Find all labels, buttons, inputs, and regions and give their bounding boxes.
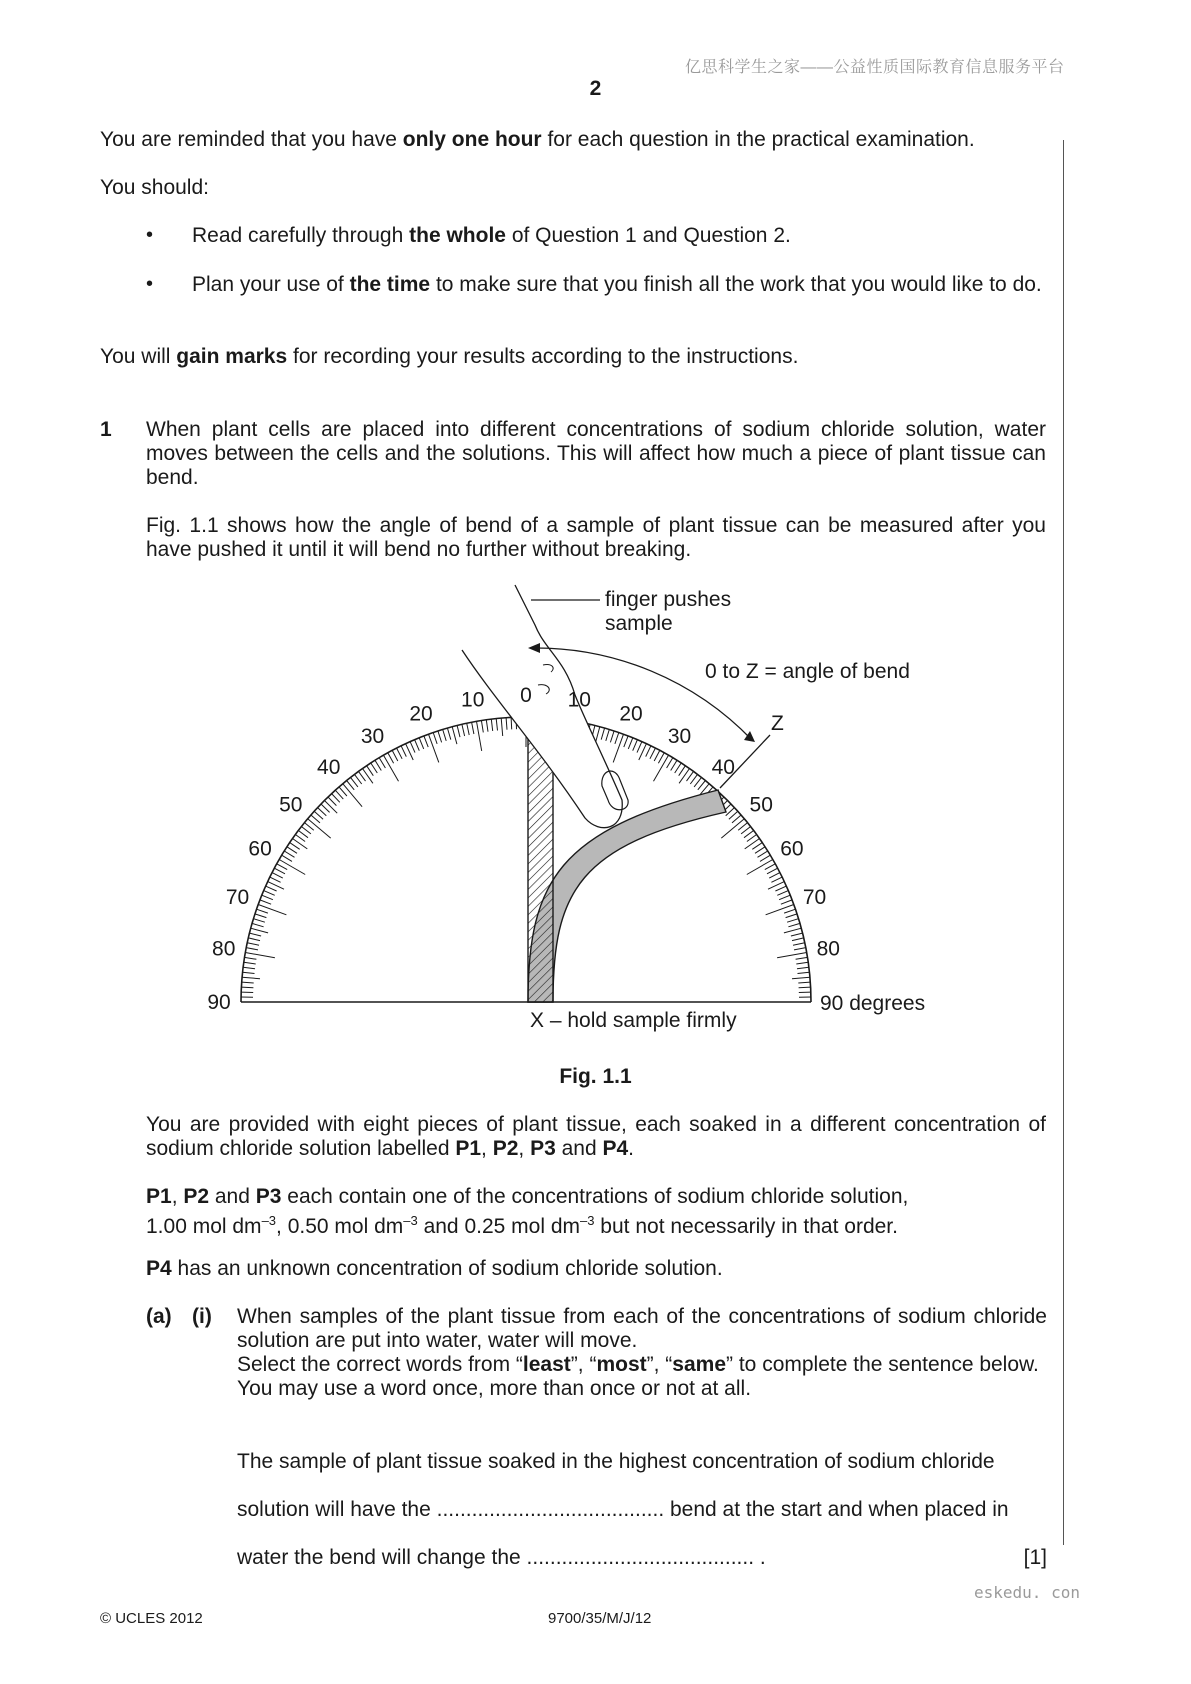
protractor-tick — [242, 982, 254, 983]
protractor-tick — [745, 839, 760, 849]
scale-label-left: 10 — [461, 688, 485, 712]
protractor-tick — [732, 815, 741, 823]
protractor-tick — [633, 740, 638, 751]
protractor-tick — [335, 790, 343, 799]
label-finger-2: sample — [605, 612, 673, 635]
scale-label-right: 10 — [567, 688, 591, 712]
protractor-tick — [305, 823, 314, 831]
scale-label-right: 70 — [802, 886, 827, 909]
protractor-tick — [246, 948, 258, 950]
scale-label-right: 20 — [619, 702, 643, 726]
protractor-tick — [245, 953, 275, 958]
protractor-tick — [794, 948, 806, 950]
watermark-footer: eskedu. con — [974, 1583, 1080, 1602]
protractor-tick — [752, 843, 762, 850]
protractor-tick — [318, 808, 327, 816]
protractor-tick — [264, 891, 275, 896]
protractor-tick — [767, 868, 778, 874]
question-1-text: When plant cells are placed into different concentrations of sodium chloride solution, water moves between the cells and the solutions. This will affect how much a piece of plant tissue can bend. — [146, 418, 1046, 489]
protractor-tick — [258, 905, 286, 915]
protractor-tick — [262, 895, 273, 900]
scale-label-right: 80 — [816, 937, 840, 961]
protractor-tick — [791, 933, 803, 936]
protractor-tick — [257, 909, 268, 913]
protractor-tick — [610, 731, 614, 743]
protractor-tick — [628, 738, 633, 749]
protractor-tick — [738, 823, 747, 831]
protractor-tick — [243, 967, 255, 968]
part-a-text: When samples of the plant tissue from each of the concentrations of sodium chloride solution are put into water, water will move. Select the correct words from “least”, “most”, “same” to complete the sentence below. You may use a word once, more than once or not at all. — [237, 1305, 1047, 1400]
protractor-tick — [613, 734, 623, 762]
protractor-tick — [363, 769, 373, 784]
protractor-tick — [375, 760, 381, 770]
protractor-tick — [424, 736, 428, 747]
protractor-tick — [698, 781, 706, 790]
protractor-tick — [679, 769, 689, 784]
watermark-header: 亿思科学生之家——公益性质国际教育信息服务平台 — [685, 59, 1065, 76]
protractor-tick — [298, 831, 308, 838]
protractor-tick — [624, 736, 628, 747]
label-z: Z — [771, 712, 784, 735]
protractor-tick — [371, 763, 378, 773]
protractor-tick — [355, 774, 362, 784]
label-finger-1: finger pushes — [605, 588, 732, 611]
scale-label-right: 50 — [749, 793, 773, 817]
protractor-tick — [787, 919, 798, 923]
protractor-tick — [491, 719, 492, 731]
protractor-tick — [798, 982, 810, 983]
protractor-tick — [729, 811, 738, 819]
protractor-tick — [367, 766, 374, 776]
fig-intro-text: Fig. 1.1 shows how the angle of bend of a sample of plant tissue can be measured after you have pushed it until it will bend no further without breaking. — [146, 514, 1046, 561]
reminder-text: You are reminded that you have only one hour for each question in the practical examination. — [100, 128, 975, 151]
bent-sample — [528, 790, 726, 1002]
part-a-label: (a) — [146, 1305, 172, 1328]
protractor-tick — [282, 855, 292, 861]
paper-code: 9700/35/M/J/12 — [548, 1610, 652, 1627]
protractor-tick — [784, 909, 795, 913]
protractor-tick — [251, 928, 268, 933]
marks-label: [1] — [1023, 1546, 1047, 1569]
protractor-tick — [290, 843, 300, 850]
protractor-tick — [250, 933, 262, 936]
protractor-tick — [260, 900, 271, 904]
scale-label-right: 40 — [711, 755, 735, 779]
protractor-tick — [694, 777, 701, 787]
protractor-tick — [496, 719, 497, 731]
protractor-tick — [747, 835, 757, 842]
protractor-tick — [601, 728, 604, 740]
arrow-head — [744, 731, 755, 742]
protractor-tick — [650, 748, 656, 759]
protractor-tick — [314, 811, 323, 819]
sentence-line-3[interactable]: water the bend will change the ....................................... . — [237, 1546, 766, 1569]
protractor-tick — [798, 972, 810, 973]
question-number: 1 — [100, 418, 112, 441]
protractor-tick — [415, 740, 420, 751]
protractor-tick — [410, 742, 415, 753]
protractor-tick — [321, 804, 330, 812]
scale-label-left: 80 — [212, 937, 236, 961]
protractor-tick — [481, 721, 483, 733]
protractor-tick — [242, 977, 260, 979]
copyright: © UCLES 2012 — [100, 1610, 203, 1627]
label-angle: 0 to Z = angle of bend — [705, 660, 910, 683]
protractor-tick — [339, 787, 347, 796]
protractor-tick — [274, 868, 285, 874]
protractor-tick — [511, 717, 512, 729]
protractor-tick — [452, 727, 457, 744]
protractor-tick — [272, 873, 283, 879]
protractor-tick — [671, 760, 677, 770]
protractor-tick — [433, 733, 437, 744]
protractor-tick — [744, 831, 754, 838]
protractor-tick — [462, 724, 465, 736]
protractor-tick — [777, 891, 788, 896]
gain-marks-text: You will gain marks for recording your results according to the instructions. — [100, 345, 799, 368]
protractor-tick — [241, 987, 253, 988]
protractor-tick — [266, 886, 277, 891]
protractor-tick — [293, 839, 308, 849]
protractor-tick — [726, 808, 735, 816]
protractor-tick — [784, 928, 801, 933]
protractor-tick — [690, 774, 697, 784]
protractor-tick — [295, 835, 305, 842]
protractor-tick — [245, 957, 257, 959]
scale-label-left: 60 — [248, 837, 272, 861]
protractor-tick — [311, 815, 320, 823]
protractor-tick — [254, 919, 265, 923]
protractor-tick — [379, 758, 385, 768]
protractor-tick — [359, 771, 366, 781]
protractor-tick — [392, 750, 398, 761]
protractor-tick — [277, 864, 288, 870]
p4-text: P4 has an unknown concentration of sodium chloride solution. — [146, 1257, 723, 1280]
protractor-tick — [658, 753, 664, 764]
scale-label-left: 50 — [279, 793, 303, 817]
protractor-tick — [792, 977, 810, 979]
scale-label-left: 0 — [520, 684, 532, 707]
protractor-tick — [397, 748, 403, 759]
scale-label-right: 60 — [780, 837, 804, 861]
protractor-tick — [328, 797, 336, 806]
protractor-tick — [760, 855, 770, 861]
protractor-tick — [765, 864, 776, 870]
protractor-tick — [769, 873, 780, 879]
protractor-tick — [775, 886, 786, 891]
scale-label-left: 90 — [207, 991, 231, 1014]
concentrations-text: P1, P2 and P3 each contain one of the concentrations of sodium chloride solution, 1.00 mol $dm^{-3}$, 0.50 mol $dm^{-3}$ and 0.25 mol $dm^{-3}$ but not necessarily in that order. — [146, 1185, 909, 1238]
protractor-tick — [796, 962, 808, 964]
protractor-tick — [796, 957, 808, 959]
protractor-tick — [755, 847, 765, 854]
protractor-tick — [347, 781, 355, 790]
figure-caption: Fig. 1.1 — [559, 1065, 632, 1088]
protractor-tick — [637, 742, 642, 753]
protractor-tick — [777, 953, 807, 958]
protractor-tick — [781, 900, 792, 904]
protractor-tick — [248, 938, 260, 941]
bullet-icon: • — [146, 273, 154, 295]
protractor-tick — [486, 720, 488, 732]
protractor-tick — [457, 726, 460, 738]
scale-label-left: 40 — [317, 755, 341, 779]
protractor-tick — [243, 972, 255, 973]
protractor-tick — [438, 731, 442, 743]
protractor-tick — [687, 771, 694, 781]
protractor-tick — [472, 722, 474, 734]
protractor-tick — [793, 943, 805, 946]
protractor-tick — [615, 733, 619, 744]
scale-label-left: 70 — [225, 886, 250, 909]
protractor-tick — [797, 967, 809, 968]
protractor-tick — [447, 728, 450, 740]
label-hold: X – hold sample firmly — [530, 1009, 737, 1032]
protractor-tick — [501, 718, 503, 736]
protractor-tick — [351, 777, 358, 787]
part-i-label: (i) — [192, 1305, 212, 1328]
bullet-1-text: Read carefully through the whole of Question 1 and Question 2. — [192, 224, 791, 247]
protractor-tick — [675, 763, 682, 773]
protractor-tick — [332, 794, 340, 803]
protractor-tick — [401, 746, 406, 757]
protractor-tick — [301, 827, 311, 834]
scale-label-left: 20 — [409, 702, 433, 726]
protractor-tick — [284, 851, 294, 857]
provided-text: You are provided with eight pieces of plant tissue, each soaked in a different concentration of sodium chloride solution labelled P1, P2, P3 and P4. — [146, 1113, 1046, 1160]
you-should-text: You should: — [100, 176, 209, 199]
protractor-tick — [679, 766, 686, 776]
protractor-tick — [741, 827, 751, 834]
protractor-tick — [788, 923, 800, 926]
protractor-tick — [771, 877, 782, 882]
label-degrees: 90 degrees — [820, 992, 926, 1015]
protractor-tick — [270, 877, 281, 882]
protractor-tick — [646, 746, 651, 757]
protractor-tick — [443, 730, 447, 741]
protractor-tick — [477, 721, 482, 751]
protractor-tick — [244, 962, 256, 964]
protractor-tick — [606, 730, 610, 741]
protractor-tick — [255, 914, 267, 918]
sentence-line-2[interactable]: solution will have the ....................................... bend at the start and when placed in — [237, 1498, 1009, 1521]
protractor-tick — [786, 914, 798, 918]
protractor-tick — [799, 987, 811, 988]
protractor-tick — [287, 847, 297, 854]
scale-label-left: 30 — [360, 725, 385, 749]
protractor-tick — [325, 801, 338, 814]
sentence-line-1: The sample of plant tissue soaked in the highest concentration of sodium chloride — [237, 1450, 995, 1473]
protractor-tick — [792, 938, 804, 941]
bullet-2-text: Plan your use of the time to make sure that you finish all the work that you would like to do. — [192, 273, 1042, 296]
scale-label-right: 30 — [667, 725, 692, 749]
page-number: 2 — [589, 77, 602, 100]
protractor-tick — [758, 851, 768, 857]
protractor-tick — [252, 923, 264, 926]
protractor-tick — [247, 943, 259, 946]
protractor-tick — [654, 750, 660, 761]
protractor-tick — [766, 905, 794, 915]
protractor-tick — [667, 758, 673, 768]
protractor-tick — [429, 734, 439, 762]
protractor-tick — [467, 723, 470, 735]
protractor-tick — [419, 738, 424, 749]
protractor-tick — [779, 895, 790, 900]
protractor-tick — [506, 718, 507, 730]
protractor-tick — [388, 753, 394, 764]
bullet-icon: • — [146, 224, 154, 246]
